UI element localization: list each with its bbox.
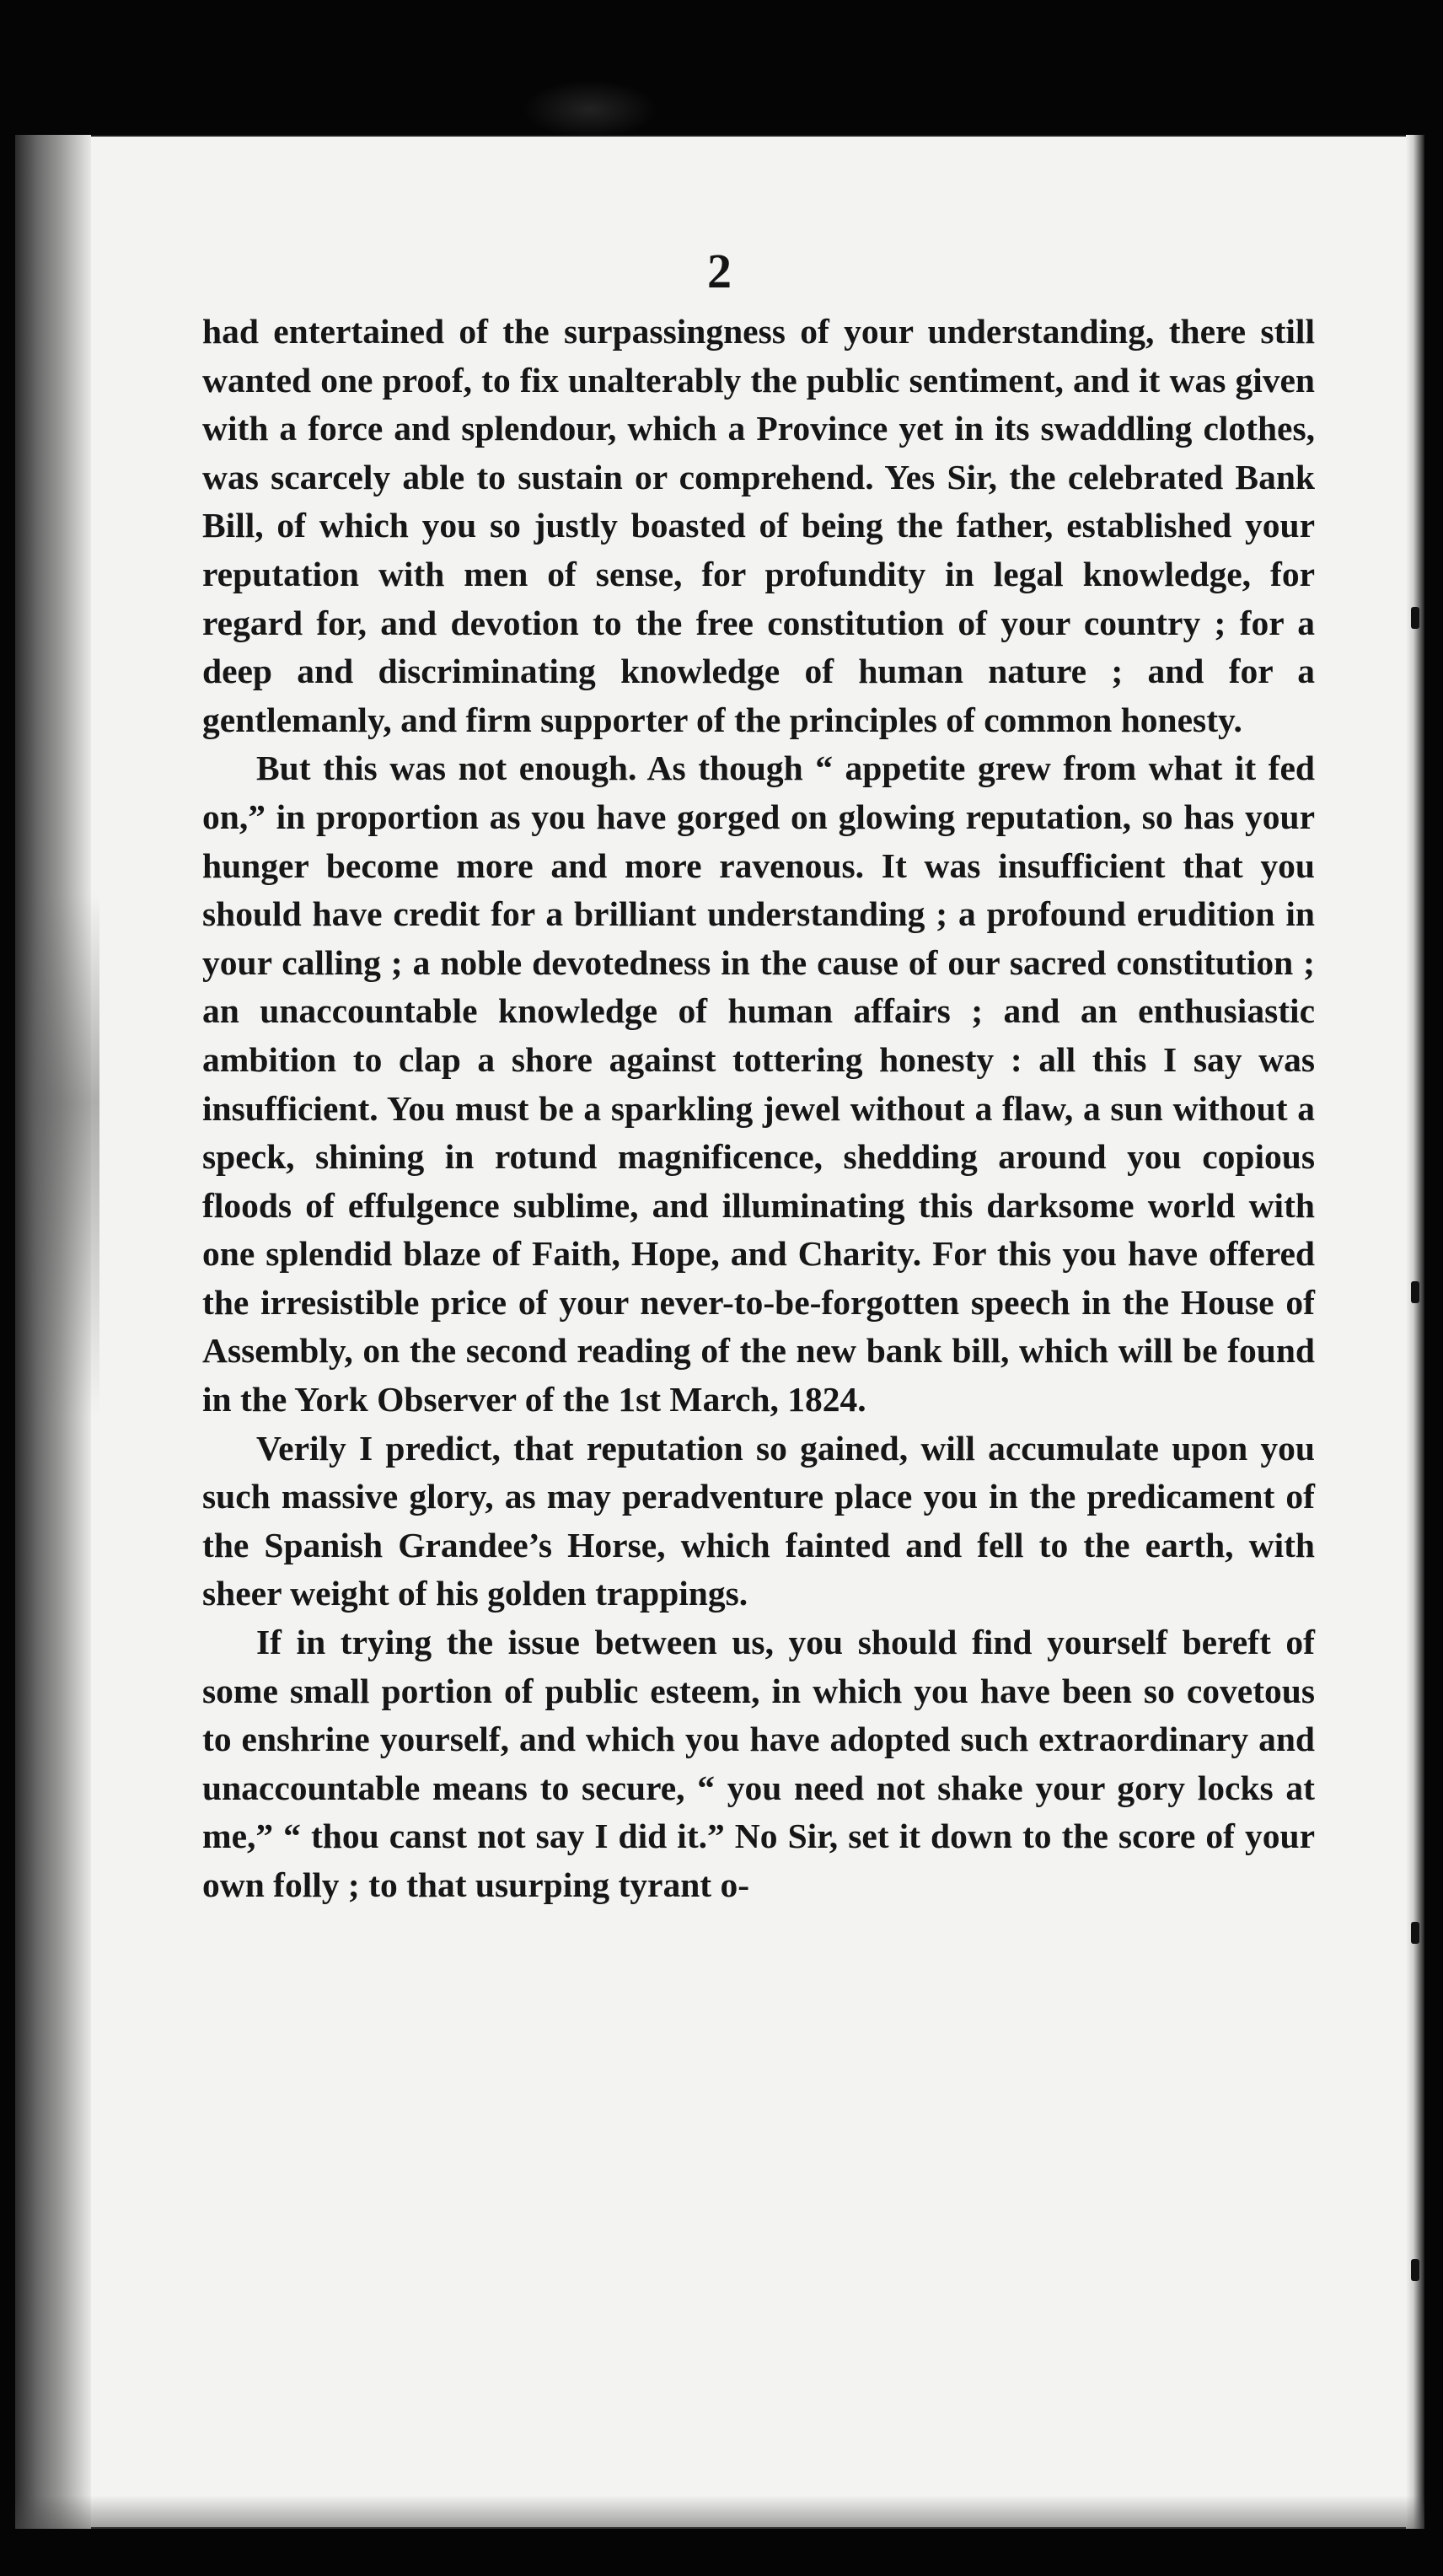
paragraph: Verily I predict, that reputation so gained, will accumulate upon you such massive glory, as may peradventure place you in the predicament of the Spanish Grandee’s Horse, which fainted and fell to the earth, with sheer weight of his golden trappings. [202, 1428, 1315, 1613]
paragraph: But this was not enough. As though “ appetite grew from what it fed on,” in proportion as you have gorged on glowing reputation, so has your hunger become more and more ravenous. It was insufficient that you should have credit for a brilliant understanding ; a profound erudition in your calling ; a noble devotedness in the cause of our sacred constitution ; an unaccountable knowledge of human affairs ; and an enthusiastic ambition to clap a shore against tottering honesty : all this I say was insufficient. You must be a sparkling jewel without a flaw, a sun without a speck, shining in rotund magnificence, shedding around you copious floods of effulgence sublime, and illuminating this darksome world with one splendid blaze of Faith, Hope, and Charity. For this you have offered the irresistible price of your never-to-be-forgotten speech in the House of Assembly, on the second reading of the new bank bill, which will be found in the York Observer of the 1st March, 1824. [202, 749, 1315, 1419]
edge-mark [1411, 1281, 1419, 1303]
body-text [202, 308, 1315, 1910]
page-right-edge [1406, 135, 1424, 2529]
page-stain [32, 894, 99, 1416]
scan-smudge [523, 80, 657, 139]
edge-mark [1411, 1922, 1419, 1944]
book-page [15, 135, 1424, 2529]
paragraph: had entertained of the surpassingness of your understanding, there still wanted one proof, to fix unalterably the public sentiment, and it was given with a force and splendour, which a Province yet in its swaddling clothes, was scarcely able to sustain or comprehend. Yes Sir, the celebrated Bank Bill, of which you so justly boasted of being the father, established your reputation with men of sense, for profundity in legal knowledge, for regard for, and devotion to the free constitution of your country ; for a deep and discriminating knowledge of human nature ; and for a gentlemanly, and firm supporter of the principles of common honesty. [202, 312, 1315, 739]
edge-mark [1411, 607, 1419, 629]
edge-mark [1411, 2259, 1419, 2281]
page-number: 2 [707, 244, 732, 298]
page-bottom-shadow [15, 2495, 1424, 2529]
paragraph: If in trying the issue between us, you should find yourself bereft of some small portion of public esteem, in which you have been so covetous to enshrine yourself, and which you have adopted such extraordinary and unaccountable means to secure, “ you need not shake your gory locks at me,” “ thou canst not say I did it.” No Sir, set it down to the score of your own folly ; to that usurping tyrant o- [202, 1623, 1315, 1904]
